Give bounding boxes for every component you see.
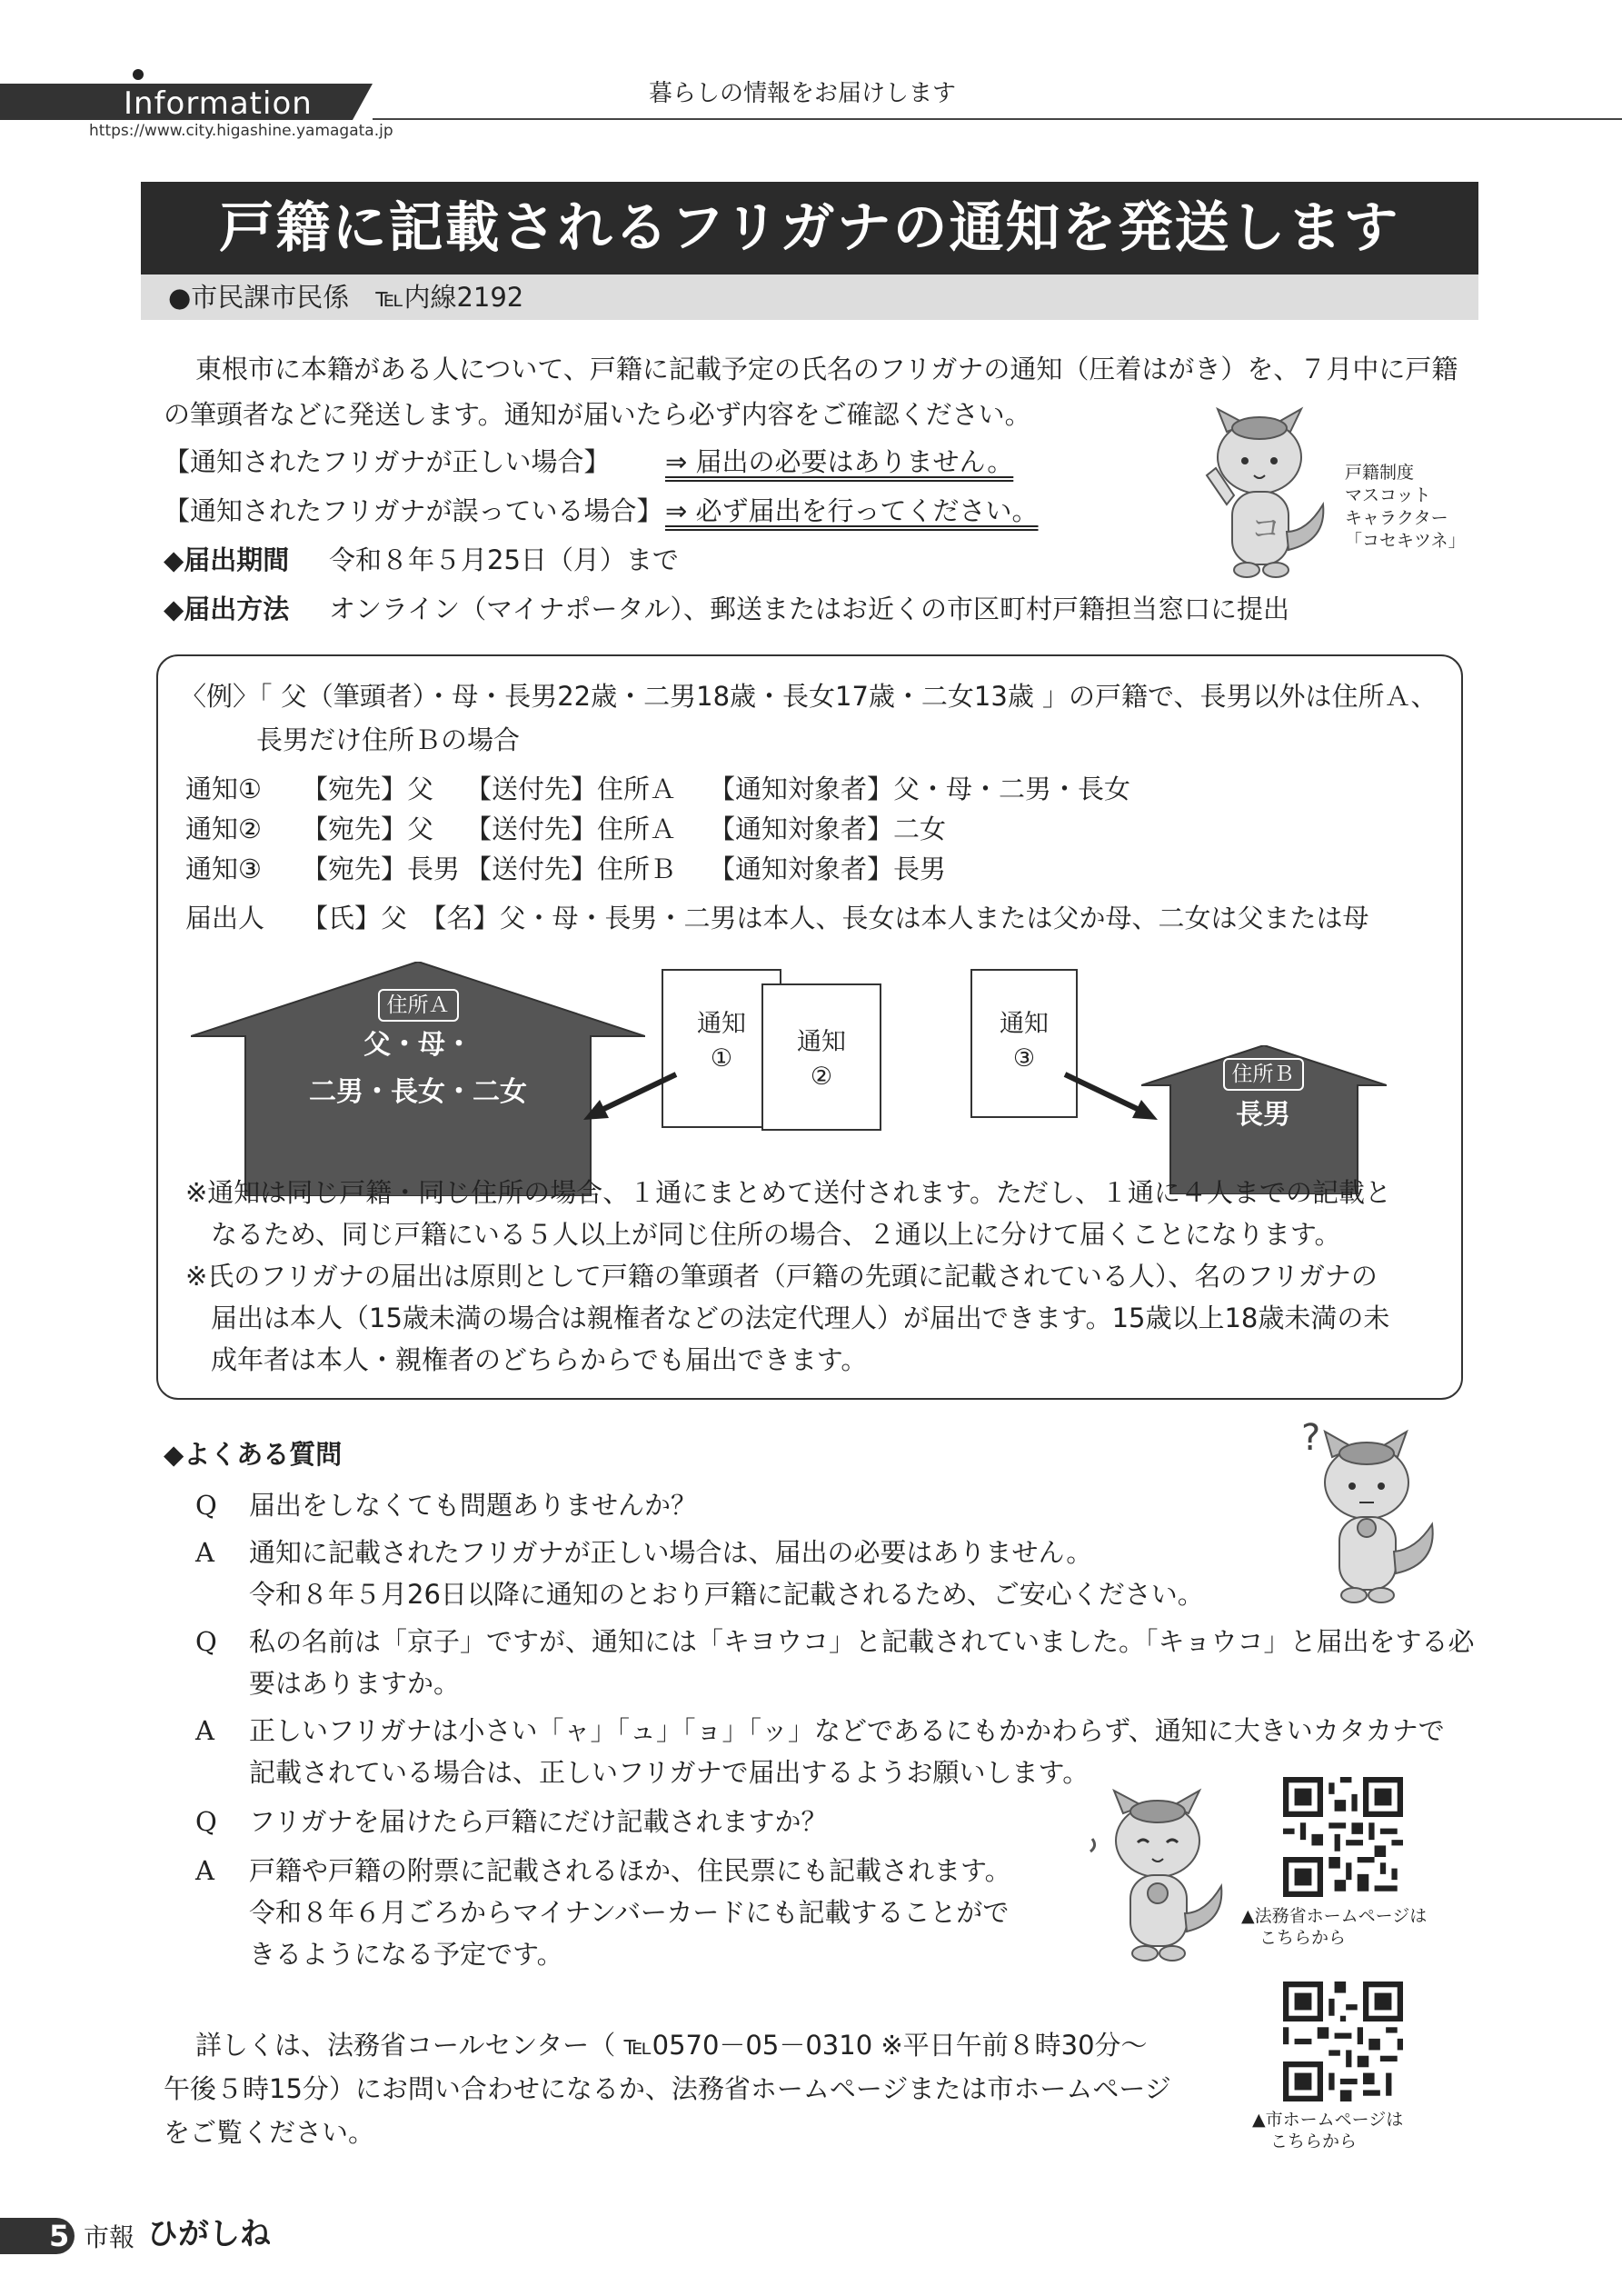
notice-2-to: 【宛先】父 <box>302 814 434 844</box>
house-a-line-2: 二男・長女・二女 <box>309 1076 527 1108</box>
faq-q2-line: 要はありますか。 <box>249 1668 461 1699</box>
mascot-caption-line: 「コセキツネ」 <box>1345 531 1466 551</box>
notice-2-label: 通知② <box>185 814 262 844</box>
mascot-caption-line: 戸籍制度 <box>1345 463 1415 483</box>
paper-label: 通知 <box>1000 1010 1049 1038</box>
period-label: ◆届出期間 <box>164 544 290 575</box>
header-tagline: 暮らしの情報をお届けします <box>649 80 957 107</box>
note-1-line-1: ※通知は同じ戸籍・同じ住所の場合、１通にまとめて送付されます。ただし、１通に４人までの記載と <box>185 1177 1391 1208</box>
note-2-line-1: ※氏のフリガナの届出は原則として戸籍の筆頭者（戸籍の先頭に記載されている人）、名のフリガナの <box>185 1261 1378 1292</box>
notice-3-target: 【通知対象者】長男 <box>709 854 947 884</box>
qr-moj-caption <box>1241 1905 1427 1949</box>
fox-mascot-thinking-icon <box>1290 1413 1445 1609</box>
header-url[interactable]: https://www.city.higashine.yamagata.jp <box>89 122 393 140</box>
contact-line-1: 詳しくは、法務省コールセンター（ ℡0570－05－0310 ※平日午前８時30分～ <box>195 2030 1148 2061</box>
svg-text:?: ? <box>1301 1417 1321 1459</box>
paper-label: 通知 <box>797 1028 846 1056</box>
house-b-label <box>1172 1058 1354 1140</box>
qr-city-caption <box>1252 2109 1403 2152</box>
header-bar-tip <box>353 84 373 120</box>
contact-line-2: 午後５時15分）にお問い合わせになるか、法務省ホームページまたは市ホームページ <box>164 2073 1171 2104</box>
header-rule <box>373 118 1622 120</box>
contact-line-3: をご覧ください。 <box>164 2117 375 2148</box>
svg-text:コ: コ <box>1250 511 1281 547</box>
faq-q-mark: Q <box>195 1806 217 1837</box>
faq-a1-line: 令和８年５月26日以降に通知のとおり戸籍に記載されるため、ご安心ください。 <box>249 1579 1204 1610</box>
qr-moj-caption-line: ▲法務省ホームページは <box>1241 1906 1428 1926</box>
house-a-label <box>245 989 591 1116</box>
case-correct-value: ⇒ 届出の必要はありません。 <box>665 446 1014 477</box>
notice-3-label: 通知③ <box>185 854 262 884</box>
paper-label: 通知 <box>697 1010 746 1038</box>
notice-1-target: 【通知対象者】父・母・二男・長女 <box>709 774 1131 804</box>
department-contact: ●市民課市民係 ℡内線2192 <box>141 275 1478 320</box>
faq-a-mark: A <box>195 1537 214 1568</box>
qr-code-city-icon[interactable] <box>1283 1982 1403 2101</box>
intro-line-1: 東根市に本籍がある人について、戸籍に記載予定の氏名のフリガナの通知（圧着はがき）を、７月中に戸籍 <box>195 354 1458 384</box>
faq-q1-line: 届出をしなくても問題ありませんか？ <box>249 1490 698 1521</box>
footer-page-number: 5 <box>49 2219 70 2253</box>
brand-dot <box>133 69 144 80</box>
faq-q3-line: フリガナを届けたら戸籍にだけ記載されますか？ <box>249 1806 828 1837</box>
note-1-line-2: なるため、同じ戸籍にいる５人以上が同じ住所の場合、２通以上に分けて届くことになります。 <box>211 1219 1341 1250</box>
mascot-caption-line: マスコット <box>1345 485 1431 505</box>
note-2-line-2: 届出は本人（15歳未満の場合は親権者などの法定代理人）が届出できます。15歳以上18歳未満の未 <box>211 1303 1390 1333</box>
paper-number: ① <box>710 1044 733 1073</box>
notice-3-to: 【宛先】長男 <box>302 854 461 884</box>
method-value: オンライン（マイナポータル）、郵送またはお近くの市区町村戸籍担当窓口に提出 <box>329 594 1290 624</box>
mascot-caption <box>1345 462 1466 553</box>
faq-a1-line: 通知に記載されたフリガナが正しい場合は、届出の必要はありません。 <box>249 1537 1093 1568</box>
article-title: 戸籍に記載されるフリガナの通知を発送します <box>141 182 1478 275</box>
mascot-caption-line: キャラクター <box>1345 508 1448 528</box>
notice-2-send: 【送付先】住所Ａ <box>465 814 677 844</box>
faq-a3-line: 戸籍や戸籍の附票に記載されるほか、住民票にも記載されます。 <box>249 1855 1011 1886</box>
arrow-to-house-a-icon <box>582 1069 682 1123</box>
notice-1-send: 【送付先】住所Ａ <box>465 774 677 804</box>
note-2-line-3: 成年者は本人・親権者のどちらからでも届出できます。 <box>211 1344 868 1375</box>
applicant-value: 【氏】父 【名】父・母・長男・二男は本人、長女は本人または父か母、二女は父または母 <box>302 903 1369 933</box>
faq-q2-line: 私の名前は「京子」ですが、通知には「キヨウコ」と記載されていました。「キョウコ」と届出をする必 <box>249 1626 1475 1657</box>
qr-city-caption-line: ▲市ホームページは <box>1252 2110 1404 2130</box>
faq-a3-line: きるようになる予定です。 <box>249 1939 563 1970</box>
method-label: ◆届出方法 <box>164 594 290 624</box>
qr-moj-caption-line: こちらから <box>1259 1928 1347 1948</box>
house-b-line-1: 長男 <box>1236 1099 1290 1131</box>
header-brand: Information <box>124 85 313 122</box>
notice-1-label: 通知① <box>185 774 262 804</box>
footer-logo: ひがしね <box>147 2216 271 2252</box>
address-a-badge: 住所Ａ <box>378 989 459 1022</box>
example-line-1: 〈例〉「 父（筆頭者）・母・長男22歳・二男18歳・長女17歳・二女13歳 」の戸籍で、長男以外は住所Ａ、 <box>180 681 1438 712</box>
notice-1-to: 【宛先】父 <box>302 774 434 804</box>
faq-a-mark: A <box>195 1715 214 1746</box>
faq-a2-line: 記載されている場合は、正しいフリガナで届出するようお願いします。 <box>249 1757 1090 1788</box>
footer-label: 市報 <box>84 2222 135 2252</box>
faq-a-mark: A <box>195 1855 214 1886</box>
faq-heading: ◆よくある質問 <box>164 1439 343 1470</box>
case-wrong-value: ⇒ 必ず届出を行ってください。 <box>665 495 1039 526</box>
applicant-label: 届出人 <box>185 903 265 933</box>
fox-mascot-thumbsup-icon <box>1190 404 1336 591</box>
fox-mascot-relieved-icon <box>1087 1786 1232 1968</box>
paper-number: ③ <box>1012 1044 1036 1073</box>
notice-paper-2 <box>761 983 881 1131</box>
case-correct-label: 【通知されたフリガナが正しい場合】 <box>164 446 611 477</box>
address-b-badge: 住所Ｂ <box>1223 1058 1304 1091</box>
faq-a2-line: 正しいフリガナは小さい「ャ」「ュ」「ョ」「ッ」などであるにもかかわらず、通知に大きいカタカナで <box>249 1715 1445 1746</box>
faq-q-mark: Q <box>195 1626 217 1657</box>
qr-code-moj-icon[interactable] <box>1283 1777 1403 1897</box>
notice-3-send: 【送付先】住所Ｂ <box>465 854 677 884</box>
example-line-2: 長男だけ住所Ｂの場合 <box>256 724 521 755</box>
notice-2-target: 【通知対象者】二女 <box>709 814 947 844</box>
qr-city-caption-line: こちらから <box>1270 2131 1358 2151</box>
house-a-line-1: 父・母・ <box>363 1029 473 1061</box>
intro-line-2: の筆頭者などに発送します。通知が届いたら必ず内容をご確認ください。 <box>164 399 1031 430</box>
case-wrong-label: 【通知されたフリガナが誤っている場合】 <box>164 495 663 526</box>
faq-q-mark: Q <box>195 1490 217 1521</box>
period-value: 令和８年５月25日（月）まで <box>329 544 679 575</box>
faq-a3-line: 令和８年６月ごろからマイナンバーカードにも記載することがで <box>249 1897 1010 1928</box>
paper-number: ② <box>810 1063 833 1091</box>
